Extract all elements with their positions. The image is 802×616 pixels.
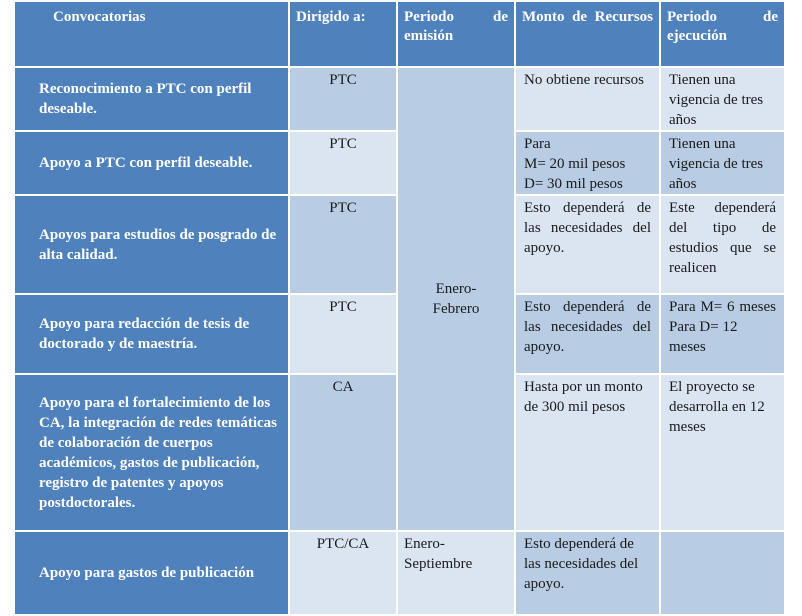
row-monto: No obtiene recursos [515,67,660,131]
row-dirigido: PTC [289,131,397,195]
monto-line: Para [524,136,551,152]
table-row [14,531,785,615]
monto-line: D= 30 mil pesos [524,176,623,192]
row-ejecucion [660,531,785,615]
ejecucion-line: Para D= 12 meses [669,319,738,355]
row-monto: Esto dependerá de las necesidades del apoyo. [515,195,660,294]
row-ejecucion: El proyecto se desarrolla en 12 meses [660,374,785,531]
row-convocatoria: Apoyo para el fortalecimiento de los CA, la integración de redes temáticas de colaboración de cuerpos académicos, gastos de publicación, registro de patentes y apoyos postdoctorales. [14,374,289,531]
row-dirigido: PTC [289,294,397,374]
header-dirigido: Dirigido a: [289,1,397,67]
monto-line: M= 20 mil pesos [524,156,626,172]
header-monto: Monto de Recursos [515,1,660,67]
row-monto [515,131,660,195]
header-periodo-emision: Periodo de emisión [397,1,515,67]
row-monto: Esto dependerá de las necesidades del apoyo. [515,531,660,615]
table-row [14,67,785,131]
row-monto: Hasta por un monto de 300 mil pesos [515,374,660,531]
row-ejecucion: Este dependerá del tipo de estudios que se realicen [660,195,785,294]
convocatorias-table [13,0,786,616]
row-ejecucion: Tienen una vigencia de tres años [660,67,785,131]
header-convocatorias: Convocatorias [14,1,289,67]
row-dirigido: PTC/CA [289,531,397,615]
row-dirigido: PTC [289,195,397,294]
row-ejecucion: Tienen una vigencia de tres años [660,131,785,195]
row-monto: Esto dependerá de las necesidades del apoyo. [515,294,660,374]
header-row [14,1,785,67]
row-emision: Enero-Septiembre [397,531,515,615]
row-convocatoria: Apoyo para redacción de tesis de doctorado y de maestría. [14,294,289,374]
row-dirigido: CA [289,374,397,531]
row-convocatoria: Reconocimiento a PTC con perfil deseable. [14,67,289,131]
row-convocatoria: Apoyo para gastos de publicación [14,531,289,615]
row-dirigido: PTC [289,67,397,131]
row-convocatoria: Apoyos para estudios de posgrado de alta calidad. [14,195,289,294]
row-ejecucion [660,294,785,374]
ejecucion-line: Para M= 6 meses [669,299,776,315]
header-ejecucion: Periodo de ejecución [660,1,785,67]
row-convocatoria: Apoyo a PTC con perfil deseable. [14,131,289,195]
merged-emision: Enero-Febrero [397,67,515,531]
